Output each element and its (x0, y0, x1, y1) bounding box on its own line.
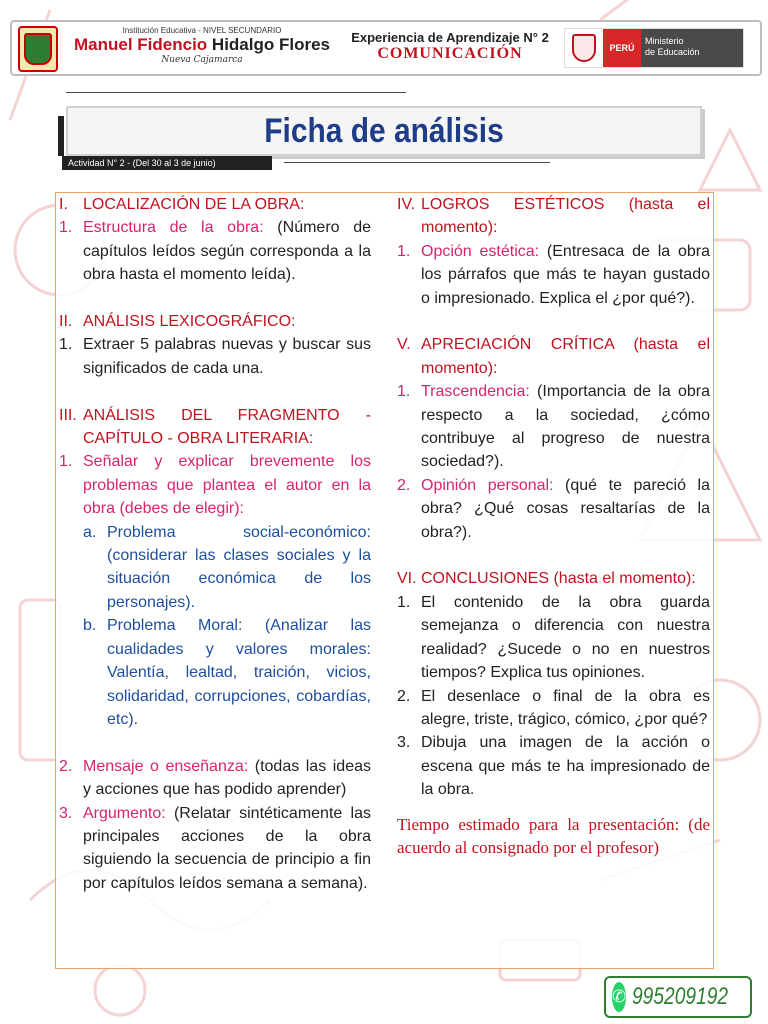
ministry-line-2: de Educación (645, 47, 700, 57)
item-body: Dibuja una imagen de la acción o escena que más te ha impresionado de la obra. (421, 734, 710, 799)
item-body: El desenlace o final de la obra es alegre, triste, trágico, cómico, ¿por qué? (421, 687, 710, 728)
section-number: IV. (397, 196, 416, 213)
list-item (59, 802, 371, 896)
item-body: (considerar las clases sociales y la situación económica de los personajes). (107, 547, 371, 611)
ministry-name (641, 29, 743, 67)
item-body: Señalar y explicar brevemente los problemas que plantea el autor en la obra (debes de elegir): (83, 453, 371, 518)
item-body: El contenido de la obra guarda semejanza o diferencia con nuestra realidad? ¿Sucede o no en nuestros tiempos? Explica tus opiniones. (421, 593, 710, 682)
item-number: 3. (397, 734, 411, 752)
list-item (397, 474, 710, 544)
item-text (421, 240, 710, 310)
experience-box (342, 30, 558, 63)
list-item (397, 240, 710, 310)
section-title: CONCLUSIONES (hasta el momento): (421, 570, 696, 588)
section-title: ANÁLISIS DEL FRAGMENTO - CAPÍTULO - OBRA LITERARIA: (83, 406, 371, 448)
whatsapp-contact[interactable] (604, 976, 752, 1018)
header-bar (10, 20, 762, 76)
header-divider (66, 92, 406, 93)
list-item (59, 333, 371, 380)
item-text (107, 521, 371, 615)
section-heading (397, 567, 710, 590)
subject-title: COMUNICACIÓN (377, 45, 523, 62)
section-heading (59, 193, 371, 216)
school-info (72, 26, 332, 65)
ministry-line-1: Ministerio (645, 36, 684, 46)
school-name-first: Manuel Fidencio (74, 35, 208, 54)
item-text (107, 614, 371, 731)
activity-badge: Actividad N° 2 - (Del 30 al 3 de junio) (62, 156, 272, 170)
item-body: Extraer 5 palabras nuevas y buscar sus significados de cada una. (83, 336, 371, 377)
list-item (397, 591, 710, 685)
item-text (83, 802, 371, 896)
item-number: 3. (59, 804, 73, 822)
section-heading (59, 310, 371, 333)
item-number: 1. (397, 242, 411, 260)
list-item (397, 380, 710, 474)
item-number: 2. (59, 757, 73, 775)
school-level: Institución Educativa - NIVEL SECUNDARIO (122, 26, 282, 35)
item-label: Problema social-económico: (107, 523, 371, 541)
item-text (421, 474, 710, 544)
school-crest-icon (18, 26, 58, 72)
item-body: (Relatar sintéticamente las principales acciones de la obra siguiendo la secuencia de principio a fin por capítulos leídos semana a semana). (83, 804, 371, 892)
item-body: (Entresaca de la obra los párrafos que más te hayan gustado o impresionado. Explica el ¿por qué?). (421, 242, 711, 307)
item-label: Argumento: (83, 804, 166, 822)
section-number: II. (59, 313, 73, 331)
ministry-logo (564, 28, 744, 68)
item-number: 1. (59, 453, 73, 471)
item-label: Mensaje o enseñanza: (83, 757, 249, 775)
school-place: Nueva Cajamarca (161, 55, 243, 65)
title-accent-bar (58, 116, 64, 156)
item-label: Estructura de la obra: (83, 219, 264, 237)
item-body: (qué te pareció la obra? ¿Qué cosas resaltarías de la obra?). (421, 476, 710, 541)
country-label: PERÚ (603, 29, 641, 67)
item-text (83, 216, 371, 286)
list-item (397, 685, 710, 732)
item-text (83, 755, 371, 802)
item-letter: b. (83, 617, 97, 635)
section-heading (397, 193, 710, 240)
sub-list-item (83, 521, 371, 615)
list-item (59, 755, 371, 802)
section-title: LOCALIZACIÓN DE LA OBRA: (83, 196, 305, 213)
item-body: (Analizar las cualidades y valores morales: Valentía, lealtad, traición, vicios, solidaridad, corrupciones, cobardías, etc). (107, 617, 371, 728)
item-label: Opinión personal: (421, 476, 554, 494)
item-number: 2. (397, 476, 411, 494)
item-body: (todas las ideas y acciones que has podido aprender) (83, 757, 372, 799)
list-item (59, 450, 371, 520)
item-number: 1. (397, 383, 411, 401)
school-name (72, 35, 332, 55)
list-item (59, 216, 371, 286)
section-number: III. (59, 406, 77, 424)
peru-shield-icon (565, 29, 603, 67)
title-banner (66, 106, 702, 156)
content-card (55, 192, 714, 969)
section-title: LOGROS ESTÉTICOS (hasta el momento): (421, 196, 710, 237)
item-label: Trascendencia: (421, 383, 530, 401)
item-body: (Importancia de la obra respecto a la sociedad, ¿cómo contribuye al progreso de nuestra sociedad?). (421, 383, 710, 471)
experience-title: Experiencia de Aprendizaje N° 2 (351, 30, 549, 45)
item-number: 1. (59, 336, 73, 354)
section-heading (397, 333, 710, 380)
item-number: 1. (397, 593, 411, 611)
list-item (397, 731, 710, 801)
whatsapp-number: 995209192 (632, 983, 729, 1010)
item-text (421, 380, 710, 474)
item-number: 1. (59, 219, 73, 237)
activity-divider (284, 162, 550, 163)
item-number: 2. (397, 687, 411, 705)
section-title: APRECIACIÓN CRÍTICA (hasta el momento): (421, 336, 710, 377)
section-number: I. (59, 196, 68, 213)
section-heading (59, 404, 371, 451)
estimated-time-note: Tiempo estimado para la presentación: (de acuerdo al consignado por el profesor) (397, 814, 710, 857)
section-number: VI. (397, 570, 417, 588)
page-title: Ficha de análisis (264, 112, 504, 150)
item-body: (Número de capítulos leídos según corresponda a la obra hasta el momento leída). (83, 219, 372, 284)
left-column (59, 193, 371, 895)
sub-list-item (83, 614, 371, 731)
whatsapp-icon: ✆ (612, 982, 626, 1012)
item-letter: a. (83, 523, 97, 541)
right-column (397, 193, 710, 859)
school-name-last: Hidalgo Flores (211, 35, 330, 54)
section-title: ANÁLISIS LEXICOGRÁFICO: (83, 313, 296, 331)
section-number: V. (397, 336, 411, 354)
item-label: Opción estética: (421, 242, 540, 260)
item-label: Problema Moral: (107, 617, 243, 635)
